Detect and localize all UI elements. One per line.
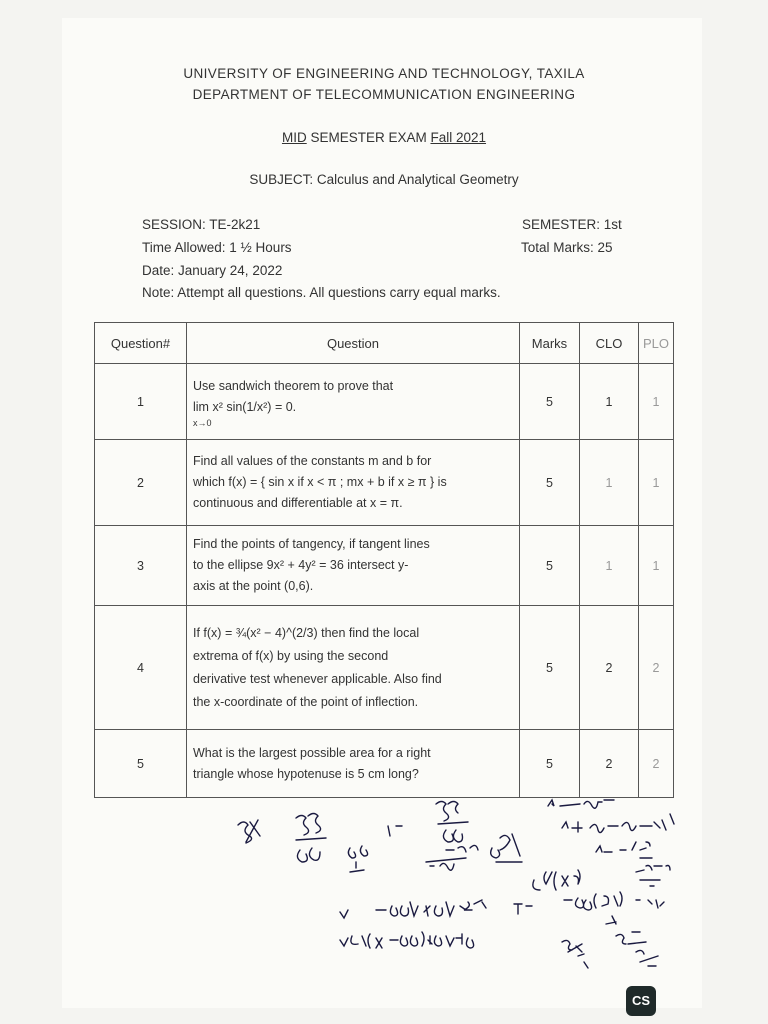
question-marks: 5 <box>520 526 580 606</box>
header-clo: CLO <box>580 323 639 364</box>
exam-term: Fall 2021 <box>430 130 487 145</box>
question-plo: 1 <box>639 364 674 440</box>
time-allowed-label: Time Allowed: 1 ½ Hours <box>142 240 292 255</box>
header-question-num: Question# <box>95 323 187 364</box>
question-clo: 1 <box>580 364 639 440</box>
question-line: What is the largest possible area for a right <box>193 745 431 760</box>
question-plo: 2 <box>639 730 674 798</box>
header-question: Question <box>187 323 520 364</box>
question-clo: 1 <box>580 526 639 606</box>
header-plo: PLO <box>639 323 674 364</box>
department-title: DEPARTMENT OF TELECOMMUNICATION ENGINEERING <box>192 87 576 102</box>
question-line: axis at the point (0,6). <box>193 579 314 593</box>
question-line: Find all values of the constants m and b for <box>193 454 432 468</box>
question-marks: 5 <box>520 606 580 730</box>
question-line: lim x² sin(1/x²) = 0. <box>193 399 297 414</box>
exam-prefix: MID <box>281 130 307 145</box>
question-line: the x-coordinate of the point of inflection. <box>193 694 419 709</box>
question-line: triangle whose hypotenuse is 5 cm long? <box>193 766 419 781</box>
note-label: Note: Attempt all questions. All questions carry equal marks. <box>142 285 501 300</box>
session-label: SESSION: TE-2k21 <box>142 217 261 232</box>
question-number: 5 <box>95 730 187 798</box>
question-clo: 1 <box>580 440 639 526</box>
question-number: 2 <box>95 440 187 526</box>
question-line: continuous and differentiable at x = π. <box>193 496 403 510</box>
question-plo: 2 <box>639 606 674 730</box>
question-number: 1 <box>95 364 187 440</box>
question-line: to the ellipse 9x² + 4y² = 36 intersect y- <box>193 558 409 572</box>
question-plo: 1 <box>639 526 674 606</box>
question-clo: 2 <box>580 730 639 798</box>
question-marks: 5 <box>520 730 580 798</box>
question-marks: 5 <box>520 440 580 526</box>
university-title: UNIVERSITY OF ENGINEERING AND TECHNOLOGY, TAXILA <box>183 66 585 81</box>
question-plo: 1 <box>639 440 674 526</box>
header-marks: Marks <box>520 323 580 364</box>
question-line: If f(x) = ¾(x² − 4)^(2/3) then find the local <box>193 625 420 640</box>
question-marks: 5 <box>520 364 580 440</box>
question-line: x→0 <box>193 417 212 428</box>
subject-line: SUBJECT: Calculus and Analytical Geometry <box>249 172 519 187</box>
question-number: 3 <box>95 526 187 606</box>
question-line: Use sandwich theorem to prove that <box>193 378 394 393</box>
question-line: which f(x) = { sin x if x < π ; mx + b if x ≥ π } is <box>193 475 447 489</box>
question-line: Find the points of tangency, if tangent lines <box>193 537 430 551</box>
question-line: extrema of f(x) by using the second <box>193 648 389 663</box>
question-clo: 2 <box>580 606 639 730</box>
exam-mid: SEMESTER EXAM <box>306 130 431 145</box>
question-number: 4 <box>95 606 187 730</box>
camscanner-logo: CS <box>626 986 656 1016</box>
total-marks-label: Total Marks: 25 <box>521 240 613 255</box>
date-label: Date: January 24, 2022 <box>142 263 283 278</box>
question-line: derivative test whenever applicable. Also find <box>193 671 442 686</box>
semester-label: SEMESTER: 1st <box>522 217 622 232</box>
